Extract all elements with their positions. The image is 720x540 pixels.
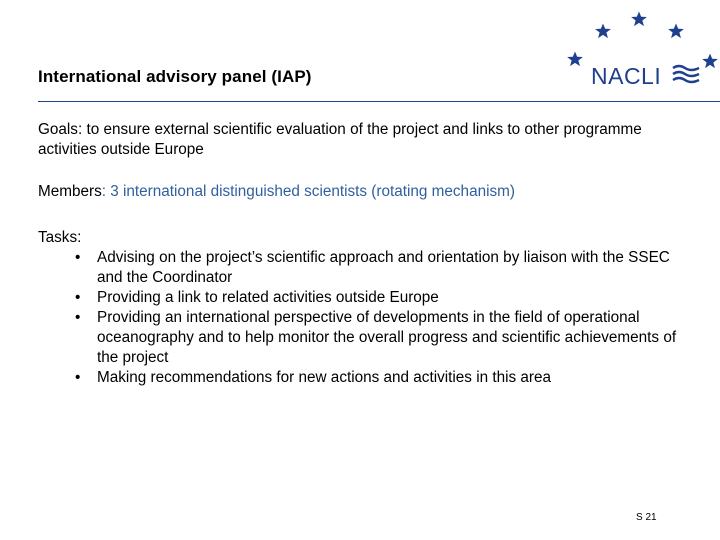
task-text: Providing a link to related activities outside Europe — [97, 289, 439, 306]
list-item — [38, 308, 697, 368]
title-divider — [38, 101, 720, 102]
list-item — [38, 368, 697, 388]
bullet: • — [75, 289, 81, 306]
task-text: Making recommendations for new actions and activities in this area — [97, 369, 552, 386]
page-number: S 21 — [636, 512, 657, 523]
goals-paragraph — [38, 120, 698, 160]
task-list — [38, 248, 698, 388]
list-item — [38, 248, 697, 288]
list-item — [38, 288, 697, 308]
goals-label: Goals — [38, 121, 78, 138]
members-paragraph — [38, 182, 698, 202]
members-label: Members — [38, 183, 102, 200]
task-text: Advising on the project’s scientific approach and orientation by liaison with the SSEC and the Coordinator — [97, 249, 670, 286]
goals-text: : to ensure external scientific evaluation of the project and links to other programme activities outside Europe — [38, 121, 642, 158]
bullet: • — [75, 309, 81, 326]
star-icon — [594, 22, 612, 40]
slide-title: International advisory panel (IAP) — [38, 67, 312, 86]
task-text: Providing an international perspective of developments in the field of operational oceanography and to help monitor the overall progress and scientific achievements of the project — [97, 309, 677, 366]
star-icon — [630, 10, 648, 28]
tasks-label: Tasks: — [38, 229, 82, 246]
star-icon — [566, 50, 584, 68]
bullet: • — [75, 249, 81, 266]
logo-wordmark: NACLI — [591, 63, 662, 89]
bullet: • — [75, 369, 81, 386]
wave-icon — [672, 63, 700, 85]
star-icon — [701, 52, 719, 70]
members-text: : 3 international distinguished scientists (rotating mechanism) — [101, 183, 515, 200]
star-icon — [667, 22, 685, 40]
tasks-section — [38, 228, 698, 388]
